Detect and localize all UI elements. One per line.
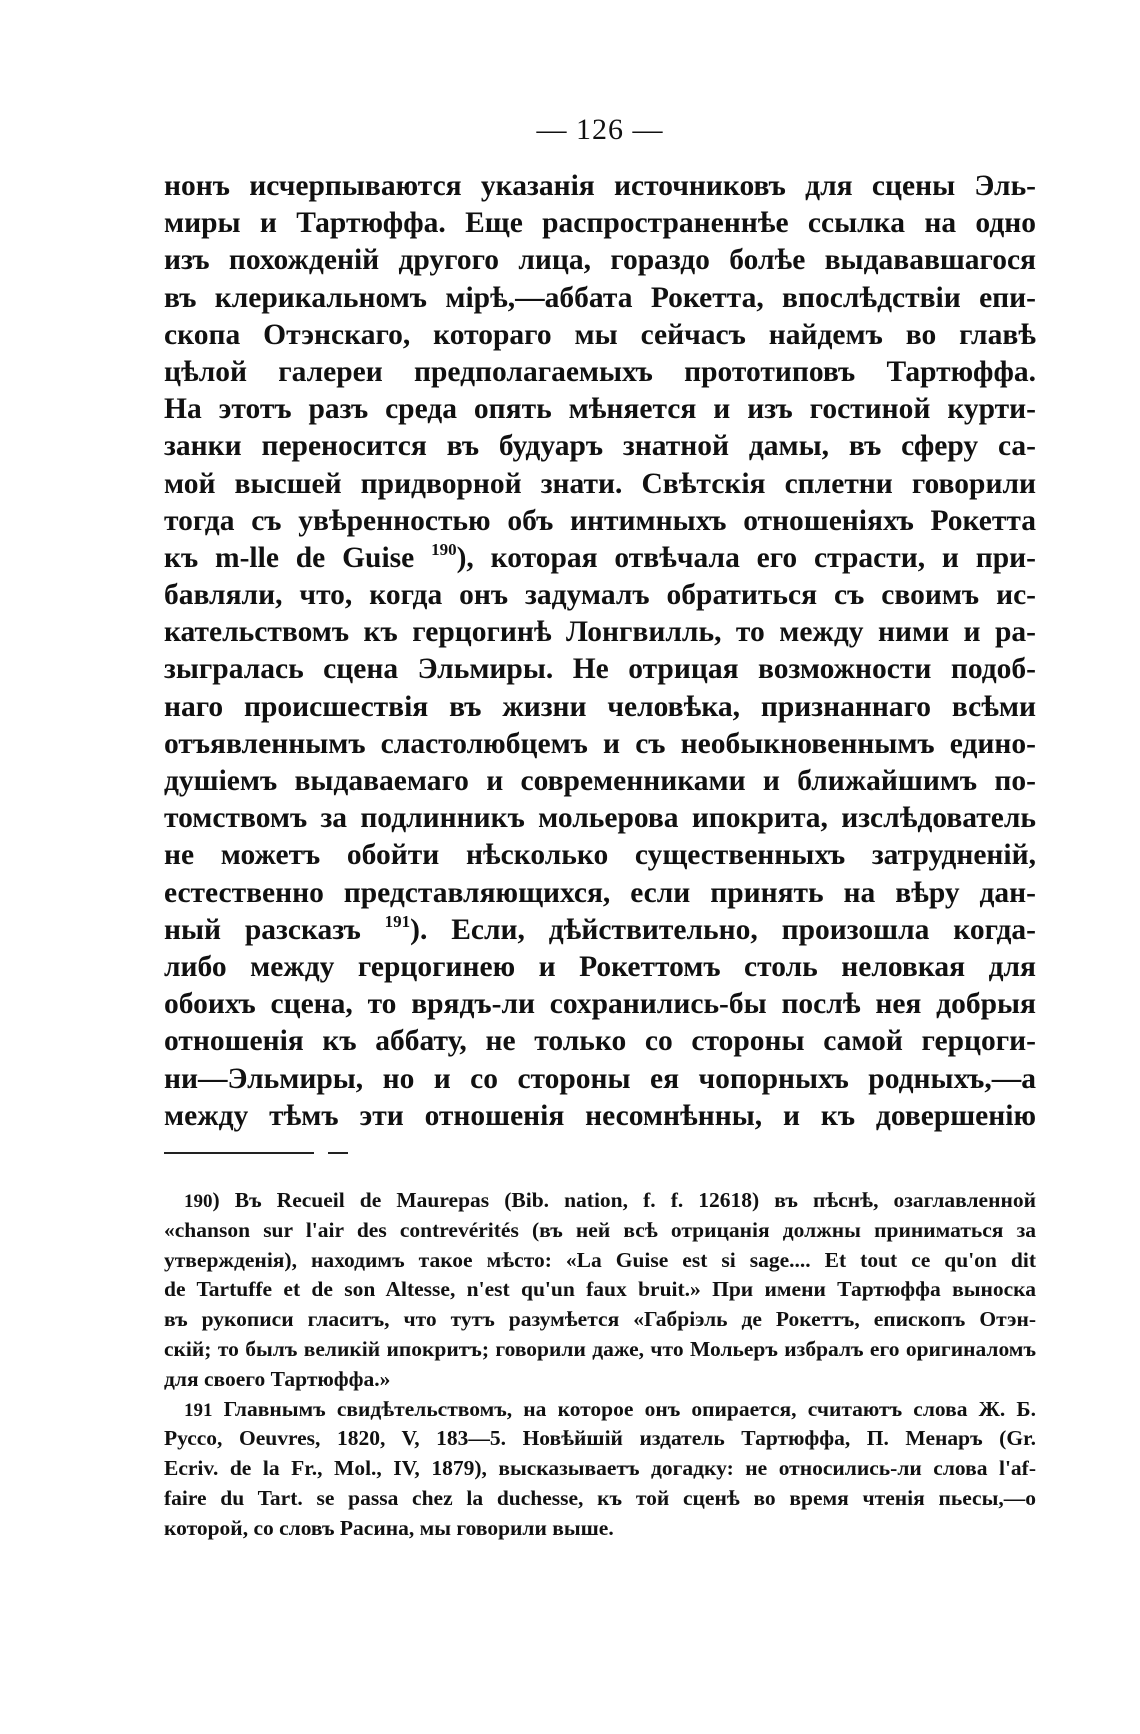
text-line: либо между герцогинею и Рокеттомъ столь неловкая для <box>164 950 1036 983</box>
footnote-ref-191: 191 <box>384 911 411 931</box>
footnote-text: Главнымъ свидѣтельствомъ, на которое онъ опирается, считаютъ слова Ж. Б. <box>212 1396 1036 1421</box>
footnote-191-number: 191 <box>184 1399 213 1421</box>
footnote-190-line: «chanson sur l'air des contrevérités (въ ней всѣ отрицанія должны приниматься за <box>164 1217 1036 1242</box>
footnote-191-line: Ecriv. de la Fr., Mol., IV, 1879), высказываетъ догадку: не относились-ли слова l'af- <box>164 1456 1036 1481</box>
footnote-190-line: для своего Тартюффа.» <box>164 1366 391 1391</box>
text-line: мой высшей придворной знати. Свѣтскія сплетни говорили <box>164 467 1036 500</box>
footnote-text: ) Въ Recueil de Maurepas (Bib. nation, f. f. 12618) въ пѣснѣ, озаглавленной <box>212 1188 1036 1212</box>
footnote-191-line: которой, со словъ Расина, мы говорили выше. <box>164 1515 614 1540</box>
text-line: наго происшествія въ жизни человѣка, признаннаго всѣми <box>164 690 1036 723</box>
text-line: не можетъ обойти нѣсколько существенныхъ затрудненій, <box>164 839 1036 872</box>
footnote-191-line: Руссо, Oeuvres, 1820, V, 183—5. Новѣйшій издатель Тартюффа, П. Менаръ (Gr. <box>164 1426 1036 1451</box>
text-line: обоихъ сцена, то врядъ-ли сохранились-бы послѣ нея добрыя <box>164 988 1036 1021</box>
text-line: скопа Отэнскаго, котораго мы сейчасъ найдемъ во главѣ <box>164 318 1036 351</box>
footnote-ref-190: 190 <box>431 539 457 559</box>
text-fragment: къ m-lle de Guise <box>164 541 415 574</box>
text-line: отношенія къ аббату, не только со стороны самой герцоги- <box>164 1025 1036 1058</box>
text-line: изъ похожденій другого лица, гораздо болѣе выдававшагося <box>164 244 1036 277</box>
page-number: — 126 — <box>536 113 664 146</box>
text-line: въ клерикальномъ мірѣ,—аббата Рокетта, впослѣдствіи епи- <box>164 281 1036 314</box>
footnote-190-line: утвержденія), находимъ такое мѣсто: «La Guise est si sage.... Et tout ce qu'on dit <box>164 1247 1036 1272</box>
text-line: зыгралась сцена Эльмиры. Не отрицая возможности подоб- <box>164 653 1036 686</box>
text-line: естественно представляющихся, если принять на вѣру дан- <box>164 876 1036 909</box>
footnote-190-number: 190 <box>184 1191 213 1212</box>
footnotes <box>164 1186 1036 1544</box>
text-line: томствомъ за подлинникъ мольерова ипокрита, изслѣдователь <box>164 802 1036 835</box>
text-line: нонъ исчерпываются указанія источниковъ для сцены Эль- <box>164 170 1036 202</box>
footnote-190-line <box>164 1186 1036 1216</box>
footnote-191-line <box>164 1395 1036 1425</box>
text-fragment: ный разсказъ <box>164 913 361 946</box>
text-line: цѣлой галереи предполагаемыхъ прототиповъ Тартюффа. <box>164 355 1036 388</box>
text-line: бавляли, что, когда онъ задумалъ обратиться съ своимъ ис- <box>164 579 1036 612</box>
text-line: отъявленнымъ сластолюбцемъ и съ необыкновеннымъ едино- <box>164 727 1036 760</box>
footnote-divider <box>164 1152 314 1154</box>
text-line: На этотъ разъ среда опять мѣняется и изъ гостиной курти- <box>164 393 1036 426</box>
footnote-divider-short <box>328 1152 348 1154</box>
text-line-with-ref-191 <box>164 912 1036 949</box>
text-line: миры и Тартюффа. Еще распространеннѣе ссылка на одно <box>164 207 1036 240</box>
footnote-190-line: въ рукописи гласитъ, что тутъ разумѣется «Габріэль де Рокеттъ, епископъ Отэн- <box>164 1307 1036 1332</box>
text-line: ни—Эльмиры, но и со стороны ея чопорныхъ родныхъ,—а <box>164 1062 1036 1095</box>
footnote-190-line: de Tartuffe et de son Altesse, n'est qu'un faux bruit.» При имени Тартюффа выноска <box>164 1277 1036 1302</box>
text-fragment: ). Если, дѣйствительно, произошла когда- <box>410 913 1036 946</box>
text-line: между тѣмъ эти отношенія несомнѣнны, и къ довершенію <box>164 1099 1036 1132</box>
main-text <box>164 168 1036 1135</box>
text-line-with-ref-190 <box>164 540 1036 577</box>
text-line: душіемъ выдаваемаго и современниками и ближайшимъ по- <box>164 765 1036 797</box>
footnote-190-line: скій; то былъ великій ипокритъ; говорили даже, что Мольеръ избралъ его оригиналомъ <box>164 1336 1036 1361</box>
text-line: тогда съ увѣренностью объ интимныхъ отношеніяхъ Рокетта <box>164 504 1036 537</box>
text-line: занки переносится въ будуаръ знатной дамы, въ сферу са- <box>164 430 1036 463</box>
text-line: кательствомъ къ герцогинѣ Лонгвилль, то между ними и ра- <box>164 616 1036 649</box>
footnote-191-line: faire du Tart. se passa chez la duchesse, къ той сценѣ во время чтенія пьесы,—о <box>164 1485 1036 1510</box>
text-fragment: ), которая отвѣчала его страсти, и при- <box>456 541 1036 574</box>
